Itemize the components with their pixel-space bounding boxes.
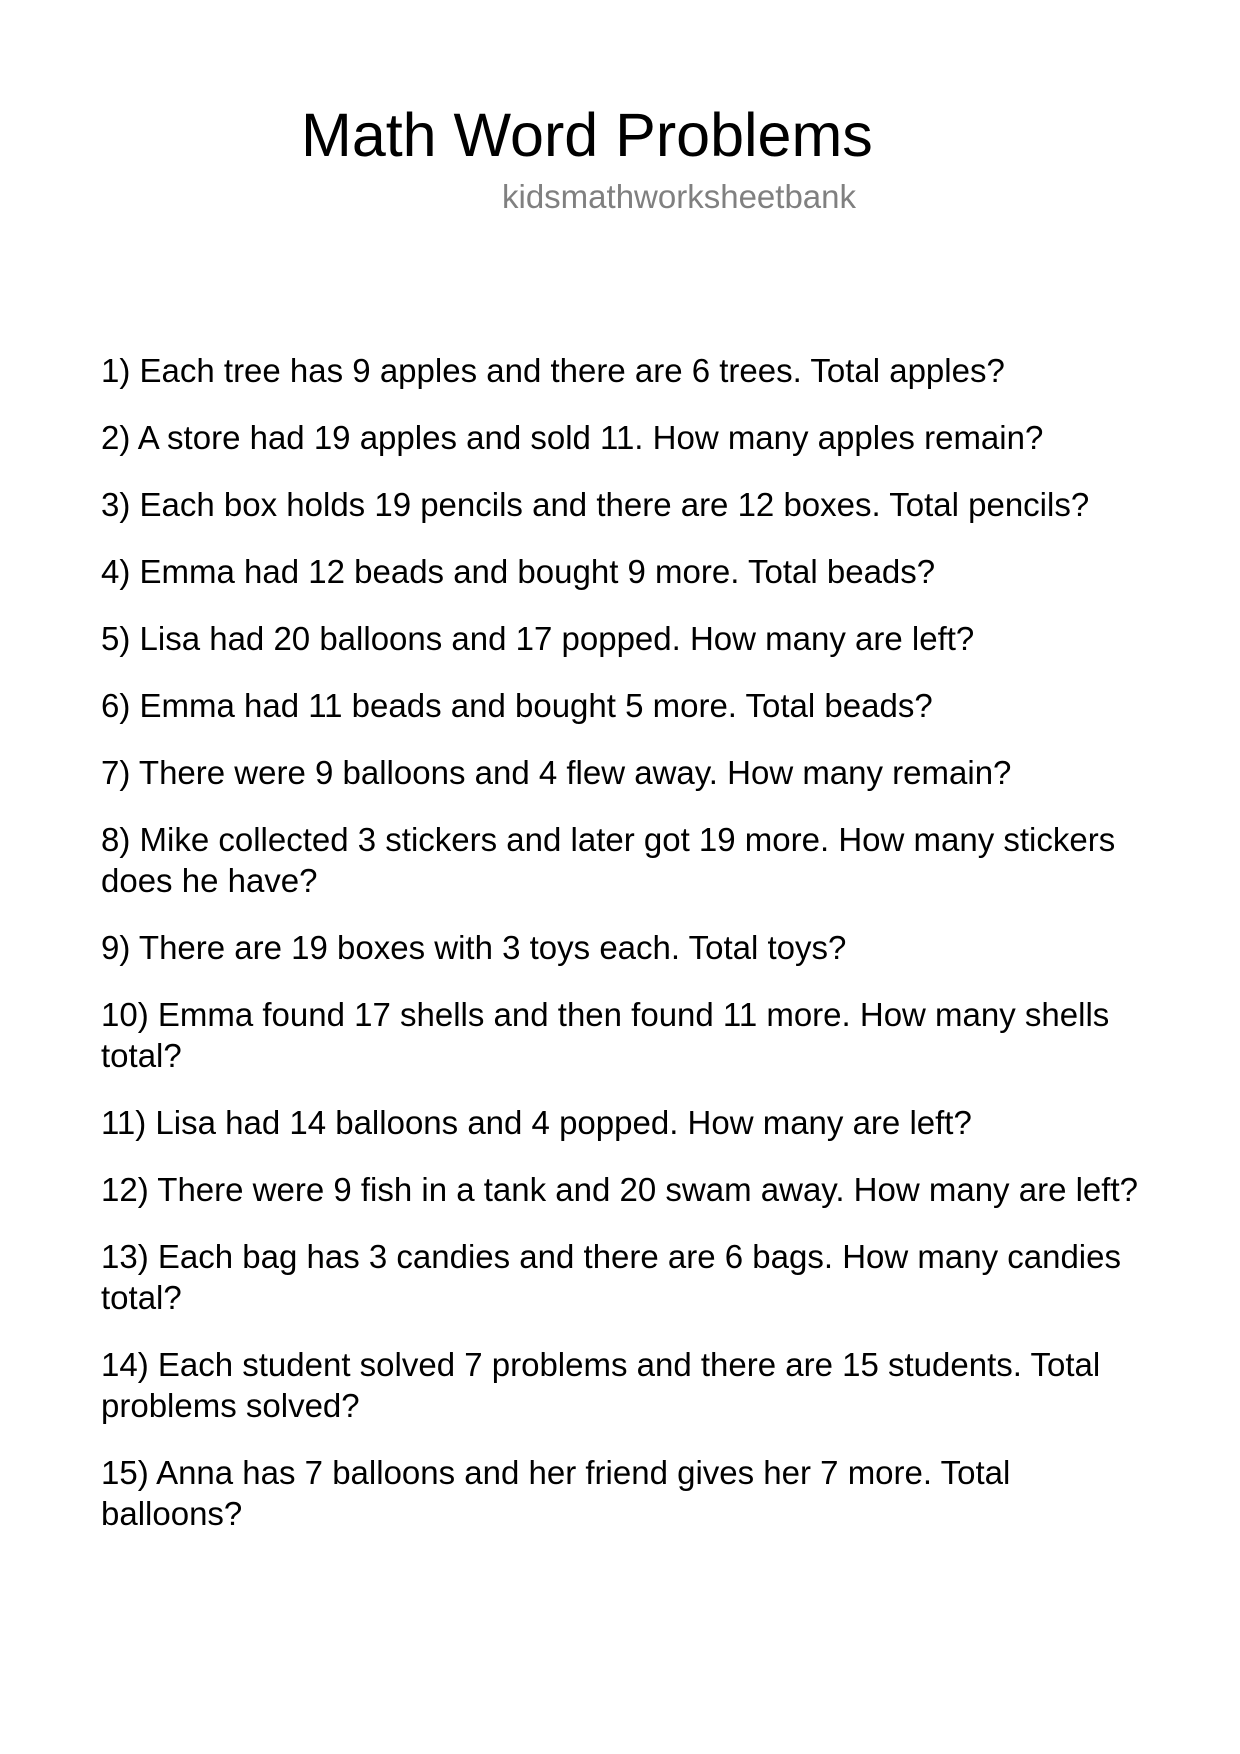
problem-number: 6) <box>101 687 131 724</box>
problem-number: 12) <box>101 1171 149 1208</box>
problem-text: There were 9 fish in a tank and 20 swam away. How many are left? <box>157 1171 1138 1208</box>
problem-number: 5) <box>101 620 131 657</box>
problem-text: Emma had 11 beads and bought 5 more. Total beads? <box>139 687 933 724</box>
problem-item-4 <box>101 551 1141 592</box>
problem-text: Each box holds 19 pencils and there are 12 boxes. Total pencils? <box>139 486 1090 523</box>
problem-item-11 <box>101 1102 1141 1143</box>
problem-item-13 <box>101 1236 1141 1318</box>
problem-number: 2) <box>101 419 131 456</box>
problem-list <box>101 350 1141 1560</box>
problem-number: 8) <box>101 821 131 858</box>
page-title: Math Word Problems <box>301 101 873 169</box>
problem-number: 14) <box>101 1346 149 1383</box>
problem-text: There were 9 balloons and 4 flew away. How many remain? <box>138 754 1012 791</box>
problem-number: 10) <box>101 996 149 1033</box>
problem-item-1 <box>101 350 1141 391</box>
problem-item-9 <box>101 927 1141 968</box>
problem-text: There are 19 boxes with 3 toys each. Total toys? <box>138 929 847 966</box>
problem-item-8 <box>101 819 1141 901</box>
problem-text: Each student solved 7 problems and there are 15 students. Total problems solved? <box>101 1346 1101 1424</box>
problem-number: 4) <box>101 553 131 590</box>
problem-number: 15) <box>101 1454 149 1491</box>
problem-item-6 <box>101 685 1141 726</box>
problem-item-12 <box>101 1169 1141 1210</box>
problem-text: Anna has 7 balloons and her friend gives her 7 more. Total balloons? <box>101 1454 1011 1532</box>
problem-number: 3) <box>101 486 131 523</box>
problem-item-2 <box>101 417 1141 458</box>
problem-text: Emma found 17 shells and then found 11 more. How many shells total? <box>101 996 1110 1074</box>
problem-number: 7) <box>101 754 131 791</box>
problem-text: Each tree has 9 apples and there are 6 trees. Total apples? <box>139 352 1005 389</box>
problem-text: Emma had 12 beads and bought 9 more. Total beads? <box>139 553 936 590</box>
problem-number: 9) <box>101 929 131 966</box>
problem-item-10 <box>101 994 1141 1076</box>
problem-text: Lisa had 14 balloons and 4 popped. How many are left? <box>155 1104 972 1141</box>
problem-text: Mike collected 3 stickers and later got 19 more. How many stickers does he have? <box>101 821 1116 899</box>
problem-item-7 <box>101 752 1141 793</box>
problem-number: 13) <box>101 1238 149 1275</box>
problem-item-15 <box>101 1452 1141 1534</box>
problem-item-14 <box>101 1344 1141 1426</box>
problem-item-5 <box>101 618 1141 659</box>
problem-text: Each bag has 3 candies and there are 6 bags. How many candies total? <box>101 1238 1121 1316</box>
problem-number: 11) <box>101 1104 147 1141</box>
problem-text: A store had 19 apples and sold 11. How many apples remain? <box>137 419 1044 456</box>
problem-number: 1) <box>101 352 131 389</box>
page-subtitle: kidsmathworksheetbank <box>502 178 857 215</box>
problem-item-3 <box>101 484 1141 525</box>
problem-text: Lisa had 20 balloons and 17 popped. How many are left? <box>139 620 975 657</box>
